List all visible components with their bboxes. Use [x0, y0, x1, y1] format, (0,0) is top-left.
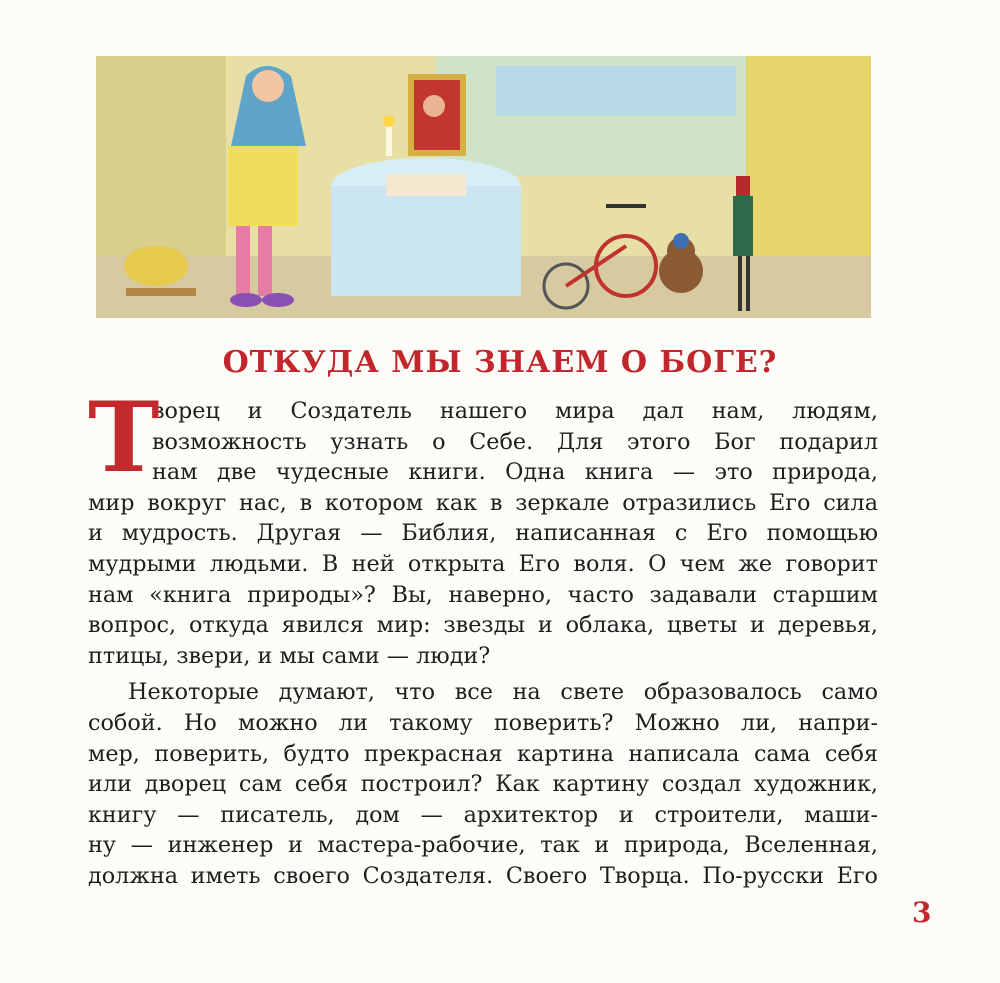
icon-picture — [408, 74, 466, 156]
text-line: мудрыми людьми. В ней открыта Его воля. О чем же говорит — [88, 550, 878, 577]
text-line: вопрос, откуда явился мир: звезды и облака, цветы и деревья, — [88, 612, 878, 639]
text-line: и мудрость. Другая — Библия, написанная с Его помощью — [88, 520, 878, 547]
paragraph-1 — [88, 381, 878, 671]
text-line: нам две чудесные книги. Одна книга — это природа, — [152, 459, 878, 486]
text-line: должна иметь своего Создателя. Своего Творца. По-русски Его — [88, 862, 878, 889]
text-line: ворец и Создатель нашего мира дал нам, людям, — [152, 398, 878, 424]
text-line: или дворец сам себя построил? Как картину создал художник, — [88, 771, 878, 798]
table — [331, 158, 521, 296]
text-line: Некоторые думают, что все на свете образовалось само — [128, 679, 878, 706]
text-line: мер, поверить, будто прекрасная картина написала сама себя — [88, 740, 878, 767]
paragraph-2 — [88, 677, 878, 891]
text-line: книгу — писатель, дом — архитектор и строители, маши- — [88, 801, 878, 828]
text-line: собой. Но можно ли такому поверить? Можно ли, напри- — [88, 709, 878, 736]
text-line: нам «книга природы»? Вы, наверно, часто задавали старшим — [88, 581, 878, 608]
text-line: возможность узнать о Себе. Для этого Бог подарил — [152, 428, 878, 455]
page-title: ОТКУДА МЫ ЗНАЕМ О БОГЕ? — [222, 345, 778, 380]
text-line: мир вокруг нас, в котором как в зеркале отразились Его сила — [88, 489, 878, 516]
text-line: ну — инженер и мастера-рабочие, так и природа, Вселенная, — [88, 832, 878, 859]
drop-cap: Т — [88, 381, 160, 494]
text-line: птицы, звери, и мы сами — люди? — [88, 642, 491, 669]
page-number: 3 — [912, 896, 932, 929]
article-body — [88, 381, 878, 892]
illustration — [96, 56, 871, 318]
